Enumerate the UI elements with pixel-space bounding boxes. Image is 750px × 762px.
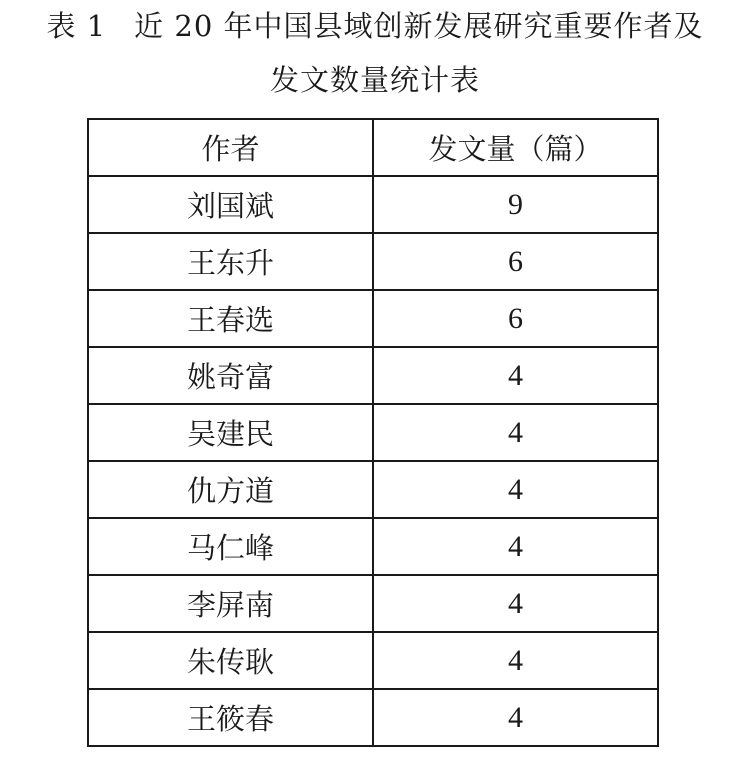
count-cell: 4	[373, 632, 658, 689]
count-cell: 6	[373, 290, 658, 347]
table-number-label: 表 1	[46, 9, 107, 43]
author-cell: 刘国斌	[88, 176, 373, 233]
table-title-line2: 发文数量统计表	[269, 63, 480, 97]
author-cell: 姚奇富	[88, 347, 373, 404]
count-cell: 4	[373, 575, 658, 632]
author-cell: 仇方道	[88, 461, 373, 518]
count-cell: 9	[373, 176, 658, 233]
author-cell: 马仁峰	[88, 518, 373, 575]
author-cell: 朱传耿	[88, 632, 373, 689]
author-cell: 王春选	[88, 290, 373, 347]
count-cell: 4	[373, 461, 658, 518]
table-row	[88, 518, 658, 575]
table-row	[88, 233, 658, 290]
table-header-row	[88, 119, 658, 176]
table-row	[88, 290, 658, 347]
table-caption	[0, 6, 750, 46]
table-row	[88, 632, 658, 689]
header-publication-count: 发文量（篇）	[373, 119, 658, 176]
author-cell: 吴建民	[88, 404, 373, 461]
table-row	[88, 176, 658, 233]
table-row	[88, 461, 658, 518]
table-row	[88, 575, 658, 632]
count-cell: 4	[373, 404, 658, 461]
count-cell: 6	[373, 233, 658, 290]
table-row	[88, 347, 658, 404]
count-cell: 4	[373, 689, 658, 746]
author-cell: 王筱春	[88, 689, 373, 746]
count-cell: 4	[373, 518, 658, 575]
header-author: 作者	[88, 119, 373, 176]
table-row	[88, 689, 658, 746]
table-title-line1: 近 20 年中国县域创新发展研究重要作者及	[134, 9, 704, 43]
author-cell: 李屏南	[88, 575, 373, 632]
author-publication-table	[87, 118, 659, 747]
table-row	[88, 404, 658, 461]
count-cell: 4	[373, 347, 658, 404]
author-cell: 王东升	[88, 233, 373, 290]
